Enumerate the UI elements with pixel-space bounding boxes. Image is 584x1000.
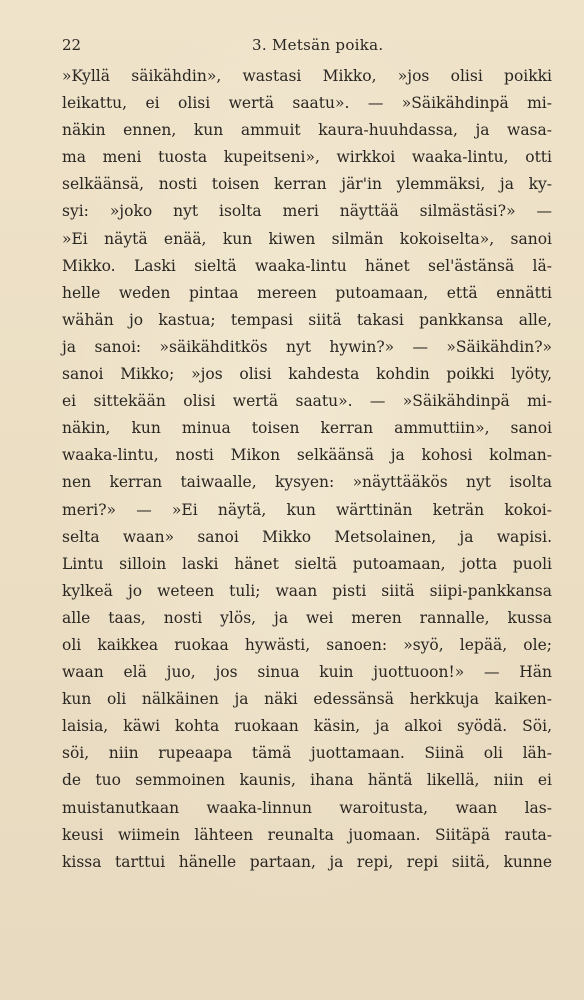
- text-line: sanoi Mikko; »jos olisi kahdesta kohdin poikki lyöty,: [62, 365, 552, 384]
- text-line: »Kyllä säikähdin», wastasi Mikko, »jos olisi poikki: [62, 67, 552, 85]
- text-line: selkäänsä, nosti toisen kerran jär'in ylemmäksi, ja ky-: [62, 175, 552, 194]
- text-line: wähän jo kastua; tempasi siitä takasi pankkansa alle,: [62, 310, 552, 329]
- text-line: nen kerran taiwaalle, kysyen: »näyttääkös nyt isolta: [62, 473, 552, 492]
- text-line: »Ei näytä enää, kun kiwen silmän kokoiselta», sanoi: [62, 229, 552, 248]
- text-line: syi: »joko nyt isolta meri näyttää silmästäsi?» —: [62, 202, 552, 221]
- running-head: 3. Metsän poika.: [252, 36, 384, 54]
- text-line: kylkeä jo weteen tuli; waan pisti siitä siipi-pankkansa: [62, 581, 552, 600]
- text-line: söi, niin rupeaapa tämä juottamaan. Siinä oli läh-: [62, 744, 552, 763]
- text-line: helle weden pintaa mereen putoamaan, että ennätti: [62, 283, 552, 302]
- text-line: näkin ennen, kun ammuit kaura-huuhdassa, ja wasa-: [62, 121, 552, 140]
- text-line: laisia, käwi kohta ruokaan käsin, ja alkoi syödä. Söi,: [62, 717, 552, 736]
- text-line: Mikko. Laski sieltä waaka-lintu hänet sel'ästänsä lä-: [62, 256, 552, 275]
- text-line: ei sittekään olisi wertä saatu». — »Säikähdinpä mi-: [62, 392, 552, 411]
- text-line: oli kaikkea ruokaa hywästi, sanoen: »syö, lepää, ole;: [62, 635, 552, 654]
- text-line: leikattu, ei olisi wertä saatu». — »Säikähdinpä mi-: [62, 94, 552, 113]
- text-line: waaka-lintu, nosti Mikon selkäänsä ja kohosi kolman-: [62, 446, 552, 465]
- text-line: ja sanoi: »säikähditkös nyt hywin?» — »Säikähdin?»: [62, 337, 552, 356]
- body-text: [62, 63, 552, 876]
- text-line: kissa tarttui hänelle partaan, ja repi, repi siitä, kunne: [62, 852, 552, 871]
- text-line: näkin, kun minua toisen kerran ammuttiin», sanoi: [62, 419, 552, 438]
- page-header: [62, 36, 544, 58]
- text-line: alle taas, nosti ylös, ja wei meren rannalle, kussa: [62, 608, 552, 627]
- text-line: Lintu silloin laski hänet sieltä putoamaan, jotta puoli: [62, 554, 552, 573]
- text-line: waan elä juo, jos sinua kuin juottuoon!» — Hän: [62, 663, 552, 682]
- text-line: kun oli nälkäinen ja näki edessänsä herkkuja kaiken-: [62, 690, 552, 709]
- text-line: ma meni tuosta kupeitseni», wirkkoi waaka-lintu, otti: [62, 148, 552, 167]
- text-line: de tuo semmoinen kaunis, ihana häntä likellä, niin ei: [62, 771, 552, 790]
- text-line: keusi wiimein lähteen reunalta juomaan. Siitäpä rauta-: [62, 825, 552, 844]
- page-number: 22: [62, 36, 82, 54]
- text-line: meri?» — »Ei näytä, kun wärttinän keträn kokoi-: [62, 500, 552, 519]
- text-line: muistanutkaan waaka-linnun waroitusta, waan las-: [62, 798, 552, 817]
- text-line: selta waan» sanoi Mikko Metsolainen, ja wapisi.: [62, 527, 552, 546]
